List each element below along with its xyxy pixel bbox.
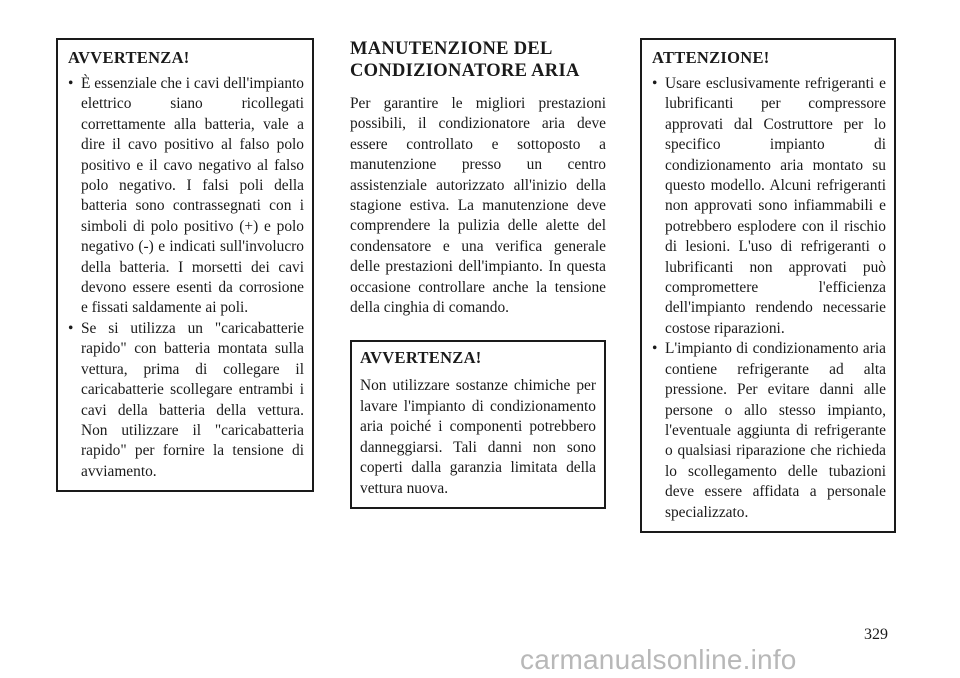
warning-title: AVVERTENZA! <box>360 348 482 368</box>
warning-title: AVVERTENZA! <box>68 48 190 67</box>
caution-title: ATTENZIONE! <box>652 48 770 67</box>
caution-bullet: • Usare esclusivamente refrigeranti e lubrificanti per compressore approvati dal Costruttore per lo specifico impianto di condizionamento aria montato su questo modello. Alcuni refrigeranti non approvati sono infiammabili e potrebbero esplodere con il rischio di lesioni. L'uso di refrigeranti o lubrificanti non approvati può compromettere l'efficienza dell'impianto rendendo necessarie costose riparazioni. <box>652 74 886 339</box>
watermark: carmanualsonline.info <box>520 644 797 675</box>
battery-warning-box <box>56 38 314 492</box>
chemicals-warning-box <box>350 340 606 508</box>
warning-text: Non utilizzare sostanze chimiche per lavare l'impianto di condizionamento aria poiché i componenti potrebbero danneggiarsi. Tali danni non sono coperti dalla garanzia limitata della vettura nuova. <box>360 377 596 497</box>
warning-bullet: • Se si utilizza un "caricabatterie rapido" con batteria montata sulla vettura, prima di collegare il caricabatterie scollegare entrambi i cavi della batteria della vettura. Non utilizzare il "caricabatteria rapido" per fornire la tensione di avviamento. <box>68 319 304 482</box>
page-number: 329 <box>864 626 888 643</box>
caution-list <box>652 74 886 523</box>
section-paragraph: Per garantire le migliori prestazioni possibili, il condizionatore aria deve essere controllato e sottoposto a manutenzione presso un centro assistenziale autorizzato all'inizio della stagione estiva. La manutenzione deve comprendere la pulizia delle alette del condensatore e una verifica generale delle prestazioni dell'impianto. In questa occasione controllare anche la tensione della cinghia di comando. <box>350 95 606 317</box>
maintenance-section <box>350 38 606 509</box>
caution-bullet: • L'impianto di condizionamento aria contiene refrigerante ad alta pressione. Per evitare danni alle persone o allo stesso impianto, l'eventuale aggiunta di refrigerante o qualsiasi riparazione che richieda lo scollegamento delle tubazioni deve essere affidata a personale specializzato. <box>652 339 886 523</box>
refrigerant-caution-box <box>640 38 896 533</box>
warning-bullet: • È essenziale che i cavi dell'impianto elettrico siano ricollegati correttamente alla batteria, vale a dire il cavo positivo al falso polo positivo e il cavo negativo al falso polo negativo. I falsi poli della batteria sono contrassegnati con i simboli di polo positivo (+) e polo negativo (-) e indicati sull'involucro della batteria. I morsetti dei cavi devono essere esenti da corrosione e fissati saldamente ai poli. <box>68 74 304 319</box>
warning-list <box>68 74 304 482</box>
section-heading: MANUTENZIONE DEL CONDIZIONATORE ARIA <box>350 39 580 81</box>
